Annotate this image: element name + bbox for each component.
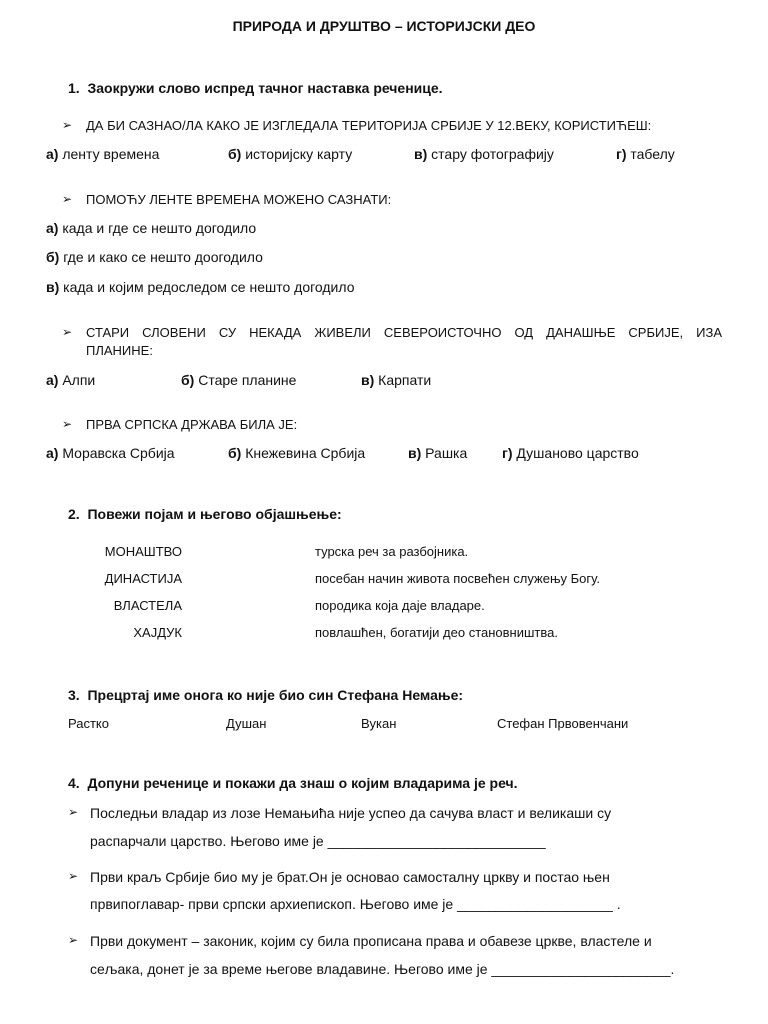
q3-name-3[interactable]: Вукан bbox=[361, 716, 397, 731]
q1-item4-option-v[interactable]: в) Рашка bbox=[408, 445, 468, 461]
q4-item2-line2[interactable]: првипоглавар- први српски архиепископ. Његово име је ____________________ . bbox=[90, 896, 621, 912]
q3-name-2[interactable]: Душан bbox=[226, 716, 267, 731]
q1-item1-option-v[interactable]: в) стару фотографију bbox=[414, 146, 554, 162]
q2-term-4[interactable]: ХАЈДУК bbox=[133, 625, 182, 640]
q2-number: 2. bbox=[68, 506, 80, 522]
q1-item1-option-g[interactable]: г) табелу bbox=[616, 146, 675, 162]
arrow-bullet-icon: ➢ bbox=[62, 118, 73, 132]
q4-heading bbox=[68, 775, 518, 791]
q1-item2-statement: ПОМОЋУ ЛЕНТЕ ВРЕМЕНА МОЖЕНО САЗНАТИ: bbox=[86, 192, 392, 207]
q1-item1-option-b[interactable]: б) историјску карту bbox=[228, 146, 353, 162]
q1-item3-option-b[interactable]: б) Старе планине bbox=[181, 372, 297, 388]
arrow-bullet-icon: ➢ bbox=[62, 192, 73, 206]
q2-definition-1[interactable]: турска реч за разбојника. bbox=[315, 544, 469, 559]
q1-item1-option-a[interactable]: а) ленту времена bbox=[46, 146, 160, 162]
q1-item2-option-v[interactable]: в) када и којим редоследом се нешто догодило bbox=[46, 279, 355, 295]
q1-heading bbox=[68, 80, 443, 96]
q4-number: 4. bbox=[68, 775, 80, 791]
arrow-bullet-icon: ➢ bbox=[62, 417, 73, 431]
q4-item3-line1: Први документ – законик, којим су била прописана права и обавезе цркве, властеле и bbox=[90, 933, 652, 949]
q1-item4-option-a[interactable]: а) Моравска Србија bbox=[46, 445, 175, 461]
q3-name-1[interactable]: Растко bbox=[68, 716, 109, 731]
q4-item1-line2[interactable]: распарчали царство. Његово име је ____________________________ bbox=[90, 833, 546, 849]
q1-number: 1. bbox=[68, 80, 80, 96]
q4-item3-line2[interactable]: сељака, донет је за време његове владавине. Његово име је _______________________. bbox=[90, 961, 675, 977]
q2-definition-2[interactable]: посебан начин живота посвећен служењу Богу. bbox=[315, 571, 600, 586]
q2-definition-3[interactable]: породика која даје владаре. bbox=[315, 598, 485, 613]
q1-item3-option-a[interactable]: а) Алпи bbox=[46, 372, 96, 388]
q1-item4-statement: ПРВА СРПСКА ДРЖАВА БИЛА ЈЕ: bbox=[86, 417, 298, 432]
arrow-bullet-icon: ➢ bbox=[68, 933, 79, 947]
q2-heading-text: Повежи појам и његово објашњење: bbox=[87, 506, 342, 522]
q3-name-4[interactable]: Стефан Првовенчани bbox=[497, 716, 629, 731]
arrow-bullet-icon: ➢ bbox=[68, 805, 79, 819]
q2-term-2[interactable]: ДИНАСТИЈА bbox=[104, 571, 182, 586]
q4-heading-text: Допуни реченице и покажи да знаш о којим владарима је реч. bbox=[87, 775, 518, 791]
q1-item2-option-a[interactable]: а) када и где се нешто догодило bbox=[46, 220, 257, 236]
q1-item3-statement-line1: СТАРИ СЛОВЕНИ СУ НЕКАДА ЖИВЕЛИ СЕВЕРОИСТОЧНО ОД ДАНАШЊЕ СРБИЈЕ, ИЗА bbox=[86, 325, 722, 340]
q2-term-3[interactable]: ВЛАСТЕЛА bbox=[113, 598, 182, 613]
q1-heading-text: Заокружи слово испред тачног наставка реченице. bbox=[87, 80, 443, 96]
arrow-bullet-icon: ➢ bbox=[62, 325, 73, 339]
q4-item2-line1: Први краљ Србије био му је брат.Он је основао самосталну цркву и постао њен bbox=[90, 869, 610, 885]
q2-term-1[interactable]: МОНАШТВО bbox=[104, 544, 182, 559]
q2-heading bbox=[68, 506, 342, 522]
arrow-bullet-icon: ➢ bbox=[68, 869, 79, 883]
page-title: ПРИРОДА И ДРУШТВО – ИСТОРИЈСКИ ДЕО bbox=[232, 18, 536, 34]
q1-item1-statement: ДА БИ САЗНАО/ЛА КАКО ЈЕ ИЗГЛЕДАЛА ТЕРИТОРИЈА СРБИЈЕ У 12.ВЕКУ, КОРИСТИЋЕШ: bbox=[86, 118, 652, 133]
q3-number: 3. bbox=[68, 687, 80, 703]
q1-item4-option-g[interactable]: г) Душаново царство bbox=[502, 445, 639, 461]
q3-heading-text: Прецртај име онога ко није био син Стефана Немање: bbox=[87, 687, 464, 703]
q2-definition-4[interactable]: повлашћен, богатији део становништва. bbox=[315, 625, 558, 640]
q1-item2-option-b[interactable]: б) где и како се нешто доогодило bbox=[46, 249, 263, 265]
q1-item3-option-v[interactable]: в) Карпати bbox=[361, 372, 432, 388]
q1-item4-option-b[interactable]: б) Кнежевина Србија bbox=[228, 445, 366, 461]
q3-heading bbox=[68, 687, 463, 703]
q4-item1-line1: Последњи владар из лозе Немањића није успео да сачува власт и великаши су bbox=[90, 805, 612, 821]
q1-item3-statement-line2: ПЛАНИНЕ: bbox=[86, 343, 153, 358]
